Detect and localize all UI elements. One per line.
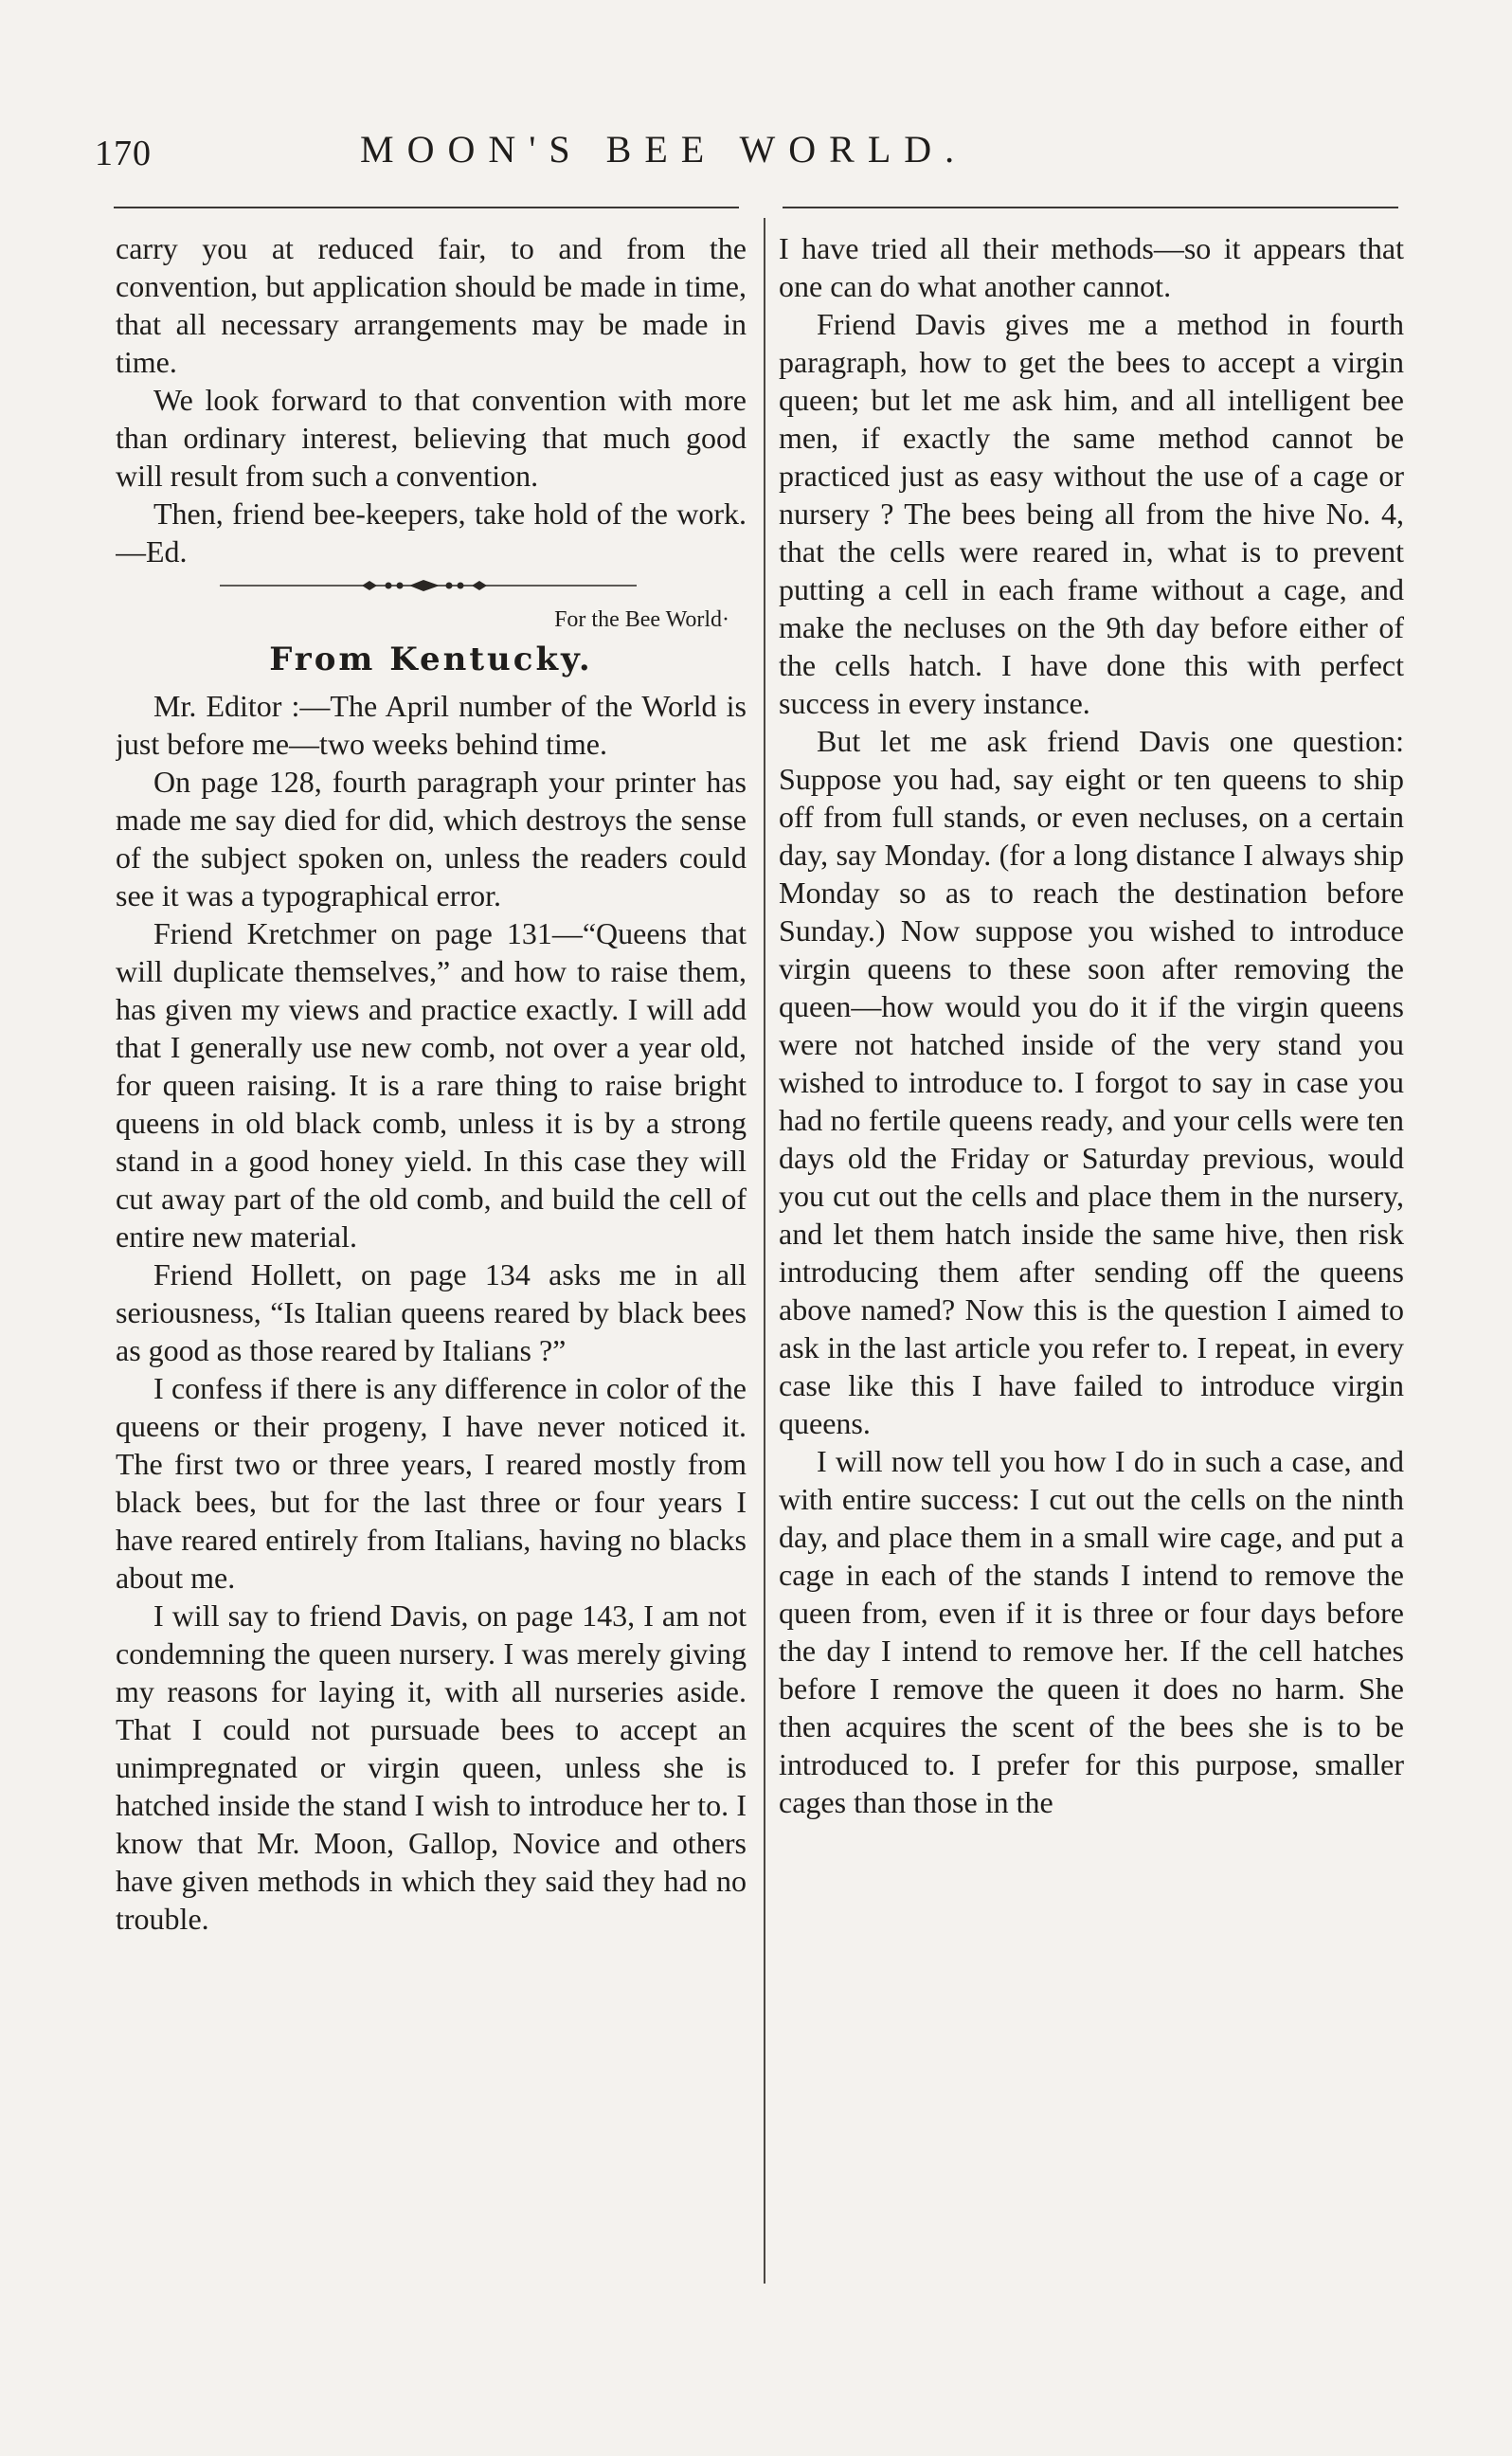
paragraph: Friend Davis gives me a method in fourth paragraph, how to get the bees to accept a virgin queen; but let me ask him, and all intelligent bee men, if exactly the same method cannot be practiced just as easy without the use of a cage or nursery ? The bees being all from the hive No. 4, that the cells were reared in, what is to prevent putting a cell in each frame without a cage, and make the necluses on the 9th day before either of the cells hatch. I have done this with perfect success in every instance. bbox=[779, 307, 1404, 720]
paragraph: Mr. Editor :—The April number of the World is just before me—two weeks behind time. bbox=[116, 689, 747, 761]
dateline: For the Bee World· bbox=[554, 607, 729, 632]
editor-signoff: Then, friend bee-keepers, take hold of the work.—Ed. bbox=[116, 497, 747, 569]
paragraph: carry you at reduced fair, to and from the convention, but application should be made in time, that all necessary arrangements may be made in time. bbox=[116, 231, 747, 379]
paragraph: On page 128, fourth paragraph your printer has made me say died for did, which destroys the sense of the subject spoken on, unless the readers could see it was a typographical error. bbox=[116, 765, 747, 912]
ornamental-divider bbox=[220, 576, 637, 595]
paragraph: I have tried all their methods—so it appears that one can do what another cannot. bbox=[779, 231, 1404, 303]
column-divider bbox=[764, 218, 765, 2284]
paragraph: I confess if there is any difference in color of the queens or their progeny, I have never noticed it. The first two or three years, I reared mostly from black bees, but for the last three or four years I have reared entirely from Italians, having no blacks about me. bbox=[116, 1371, 747, 1595]
paragraph: Friend Kretchmer on page 131—“Queens that will duplicate themselves,” and how to raise them, has given my views and practice exactly. I will add that I generally use new comb, not over a year old, for queen raising. It is a rare thing to raise bright queens in old black comb, unless it is by a strong stand in a good honey yield. In this case they will cut away part of the old comb, and build the cell of entire new material. bbox=[116, 916, 747, 1254]
article-title: From Kentucky. bbox=[269, 641, 593, 678]
header-rule-left bbox=[114, 207, 739, 208]
paragraph: Friend Hollett, on page 134 asks me in all seriousness, “Is Italian queens reared by black bees as good as those reared by Italians ?” bbox=[116, 1257, 747, 1367]
paragraph: I will say to friend Davis, on page 143, I am not condemning the queen nursery. I was merely giving my reasons for laying it, with all nurseries aside. That I could not pursuade bees to accept an unimpregnated or virgin queen, unless she is hatched inside the stand I wish to introduce her to. I know that Mr. Moon, Gallop, Novice and others have given methods in which they said they had no trouble. bbox=[116, 1598, 747, 1936]
left-column bbox=[116, 229, 747, 2314]
paragraph: We look forward to that convention with more than ordinary interest, believing that much good will result from such a convention. bbox=[116, 383, 747, 493]
page-number: 170 bbox=[95, 134, 152, 173]
paragraph: But let me ask friend Davis one question: Suppose you had, say eight or ten queens to ship off from full stands, or even necluses, on a certain day, say Monday. (for a long distance I always ship Monday so as to reach the destination before Sunday.) Now suppose you wished to introduce virgin queens to these soon after removing the queen—how would you do it if the virgin queens were not hatched inside of the very stand you wished to introduce to. I forgot to say in case you had no fertile queens ready, and your cells were ten days old the Friday or Saturday previous, would you cut out the cells and place them in the nursery, and let them hatch inside the same hive, then risk introducing them after sending off the queens above named? Now this is the question I aimed to ask in the last article you refer to. I repeat, in every case like this I have failed to introduce virgin queens. bbox=[779, 724, 1404, 1440]
running-title: MOON'S BEE WORLD. bbox=[360, 128, 968, 171]
right-column bbox=[779, 229, 1404, 2314]
paragraph: I will now tell you how I do in such a case, and with entire success: I cut out the cells on the ninth day, and place them in a small wire cage, and put a cage in each of the stands I intend to remove the queen from, even if it is three or four days before the day I intend to remove her. If the cell hatches before I remove the queen it does no harm. She then acquires the scent of the bees she is to be introduced to. I prefer for this purpose, smaller cages than those in the bbox=[779, 1444, 1404, 1819]
header-rule-right bbox=[783, 207, 1398, 208]
